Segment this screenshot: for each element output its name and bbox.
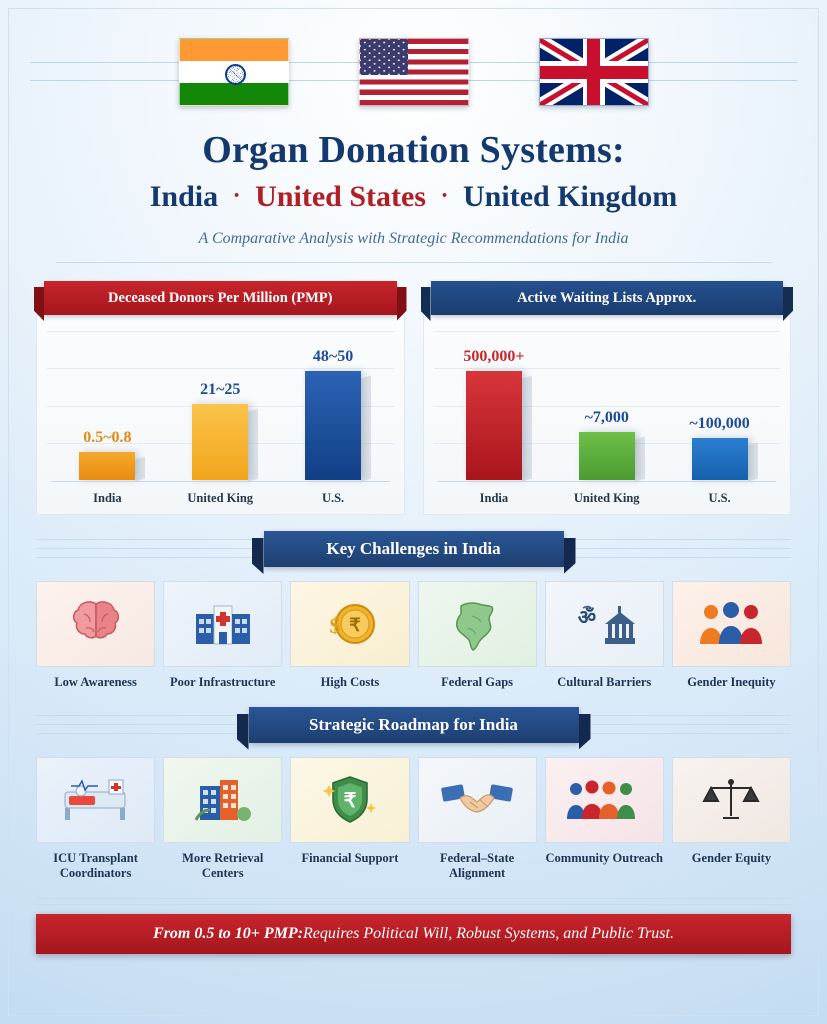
subtitle-india: India	[149, 180, 219, 213]
roadmap-label-community-outreach: Community Outreach	[545, 850, 664, 865]
chart-1-xlabels	[51, 491, 390, 506]
chart-2-bar-rect-uk	[579, 432, 635, 480]
svg-text:ॐ: ॐ	[578, 607, 597, 629]
chart-1-bar-rect-us	[305, 371, 361, 480]
usa-flag-canton	[360, 39, 409, 75]
footer-rest-text: Requires Political Will, Robust Systems, and Public Trust.	[303, 924, 674, 942]
section-strategic-roadmap	[36, 707, 791, 882]
chart-2-bar-rect-india	[466, 371, 522, 480]
building-icon	[163, 757, 282, 843]
svg-text:₹: ₹	[349, 615, 361, 635]
challenge-item-cultural-barriers[interactable]	[545, 581, 664, 691]
icu-bed-icon	[36, 757, 155, 843]
svg-text:$: $	[329, 613, 341, 638]
chart-1-bar-india	[63, 348, 151, 480]
roadmap-item-community-outreach[interactable]	[545, 757, 664, 882]
uk-cross-red-v	[587, 39, 600, 105]
challenge-label-low-awareness: Low Awareness	[54, 675, 137, 689]
subtitle-sep-2: ·	[440, 183, 449, 209]
chart-1-value-india: 0.5~0.8	[83, 429, 132, 446]
tagline: A Comparative Analysis with Strategic Recommendations for India	[198, 230, 629, 247]
uk-flag	[539, 38, 649, 106]
section-key-challenges	[36, 531, 791, 691]
challenges-banner: Key Challenges in India	[264, 531, 564, 567]
roadmap-label-retrieval-centers: More Retrieval Centers	[182, 850, 264, 881]
challenge-item-poor-infrastructure[interactable]	[163, 581, 282, 691]
roadmap-label-financial-support: Financial Support	[301, 850, 399, 865]
charts-row	[36, 281, 791, 515]
roadmap-item-retrieval-centers[interactable]	[163, 757, 282, 882]
chart-2-bars	[438, 348, 777, 480]
scales-icon	[672, 757, 791, 843]
page-subtitle	[12, 180, 815, 214]
chart-1-title: Deceased Donors Per Million (PMP)	[44, 281, 397, 315]
temple-icon	[545, 581, 664, 667]
chart-1-bar-uk	[176, 348, 264, 480]
chart-2-value-india: 500,000+	[463, 348, 525, 365]
chart-1-xlabel-india: India	[93, 491, 122, 505]
challenge-label-high-costs: High Costs	[320, 675, 380, 689]
chart-2-xlabel-uk: United King	[573, 491, 640, 505]
challenge-label-federal-gaps: Federal Gaps	[441, 675, 514, 689]
chart-1-value-us: 48~50	[312, 348, 354, 365]
challenge-item-high-costs[interactable]	[290, 581, 409, 691]
chart-2-xlabel-us: U.S.	[708, 491, 731, 505]
subtitle-sep-1: ·	[232, 183, 241, 209]
roadmap-banner: Strategic Roadmap for India	[249, 707, 579, 743]
hospital-icon	[163, 581, 282, 667]
chart-2-bar-us	[676, 348, 764, 480]
chart-waiting-lists	[423, 281, 792, 515]
chart-2-axis	[438, 481, 777, 482]
rupee-coin-icon	[290, 581, 409, 667]
chart-1-bar-us	[289, 348, 377, 480]
chart-1-xlabel-us: U.S.	[321, 491, 345, 505]
usa-flag	[359, 38, 469, 106]
roadmap-label-gender-equity: Gender Equity	[691, 850, 772, 865]
chart-1-xlabel-uk: United King	[187, 491, 254, 505]
chart-1-plot	[36, 315, 405, 515]
india-flag	[179, 38, 289, 106]
chart-2-value-uk: ~7,000	[584, 409, 629, 426]
subtitle-us: United States	[255, 180, 426, 213]
chart-1-axis	[51, 481, 390, 482]
handshake-icon	[418, 757, 537, 843]
roadmap-item-financial-support[interactable]	[290, 757, 409, 882]
challenge-label-cultural-barriers: Cultural Barriers	[557, 675, 652, 689]
chart-2-bar-uk	[563, 348, 651, 480]
roadmap-label-federal-state-alignment: Federal–State Alignment	[439, 850, 515, 881]
chart-donors-pmp	[36, 281, 405, 515]
svg-text:₹: ₹	[343, 789, 357, 812]
challenge-item-gender-inequity[interactable]	[672, 581, 791, 691]
community-icon	[545, 757, 664, 843]
roadmap-item-gender-equity[interactable]	[672, 757, 791, 882]
roadmap-grid	[36, 757, 791, 882]
chart-2-bar-india	[450, 348, 538, 480]
chart-2-bar-rect-us	[692, 438, 748, 480]
challenge-item-federal-gaps[interactable]	[418, 581, 537, 691]
chart-2-value-us: ~100,000	[689, 415, 750, 432]
chart-2-title: Active Waiting Lists Approx.	[431, 281, 784, 315]
chart-2-xlabels	[438, 491, 777, 506]
challenge-label-poor-infrastructure: Poor Infrastructure	[170, 675, 276, 689]
chart-1-bar-rect-india	[79, 452, 135, 480]
chart-2-plot	[423, 315, 792, 515]
footer-banner	[36, 914, 791, 954]
challenges-grid	[36, 581, 791, 691]
challenge-label-gender-inequity: Gender Inequity	[687, 675, 776, 689]
brain-icon	[36, 581, 155, 667]
chart-2-xlabel-india: India	[479, 491, 509, 505]
footer-bold-text: From 0.5 to 10+ PMP:	[153, 924, 304, 942]
people-group-icon	[672, 581, 791, 667]
chart-1-bar-rect-uk	[192, 404, 248, 480]
challenge-item-low-awareness[interactable]	[36, 581, 155, 691]
tagline-rule	[56, 262, 771, 263]
flags-row	[12, 10, 815, 106]
india-map-icon	[418, 581, 537, 667]
page-title: Organ Donation Systems:	[202, 129, 625, 171]
footer-rules	[36, 898, 791, 908]
chart-1-bars	[51, 348, 390, 480]
roadmap-label-icu-coordinators: ICU Transplant Coordinators	[53, 850, 138, 881]
subtitle-uk: United Kingdom	[463, 180, 678, 213]
roadmap-item-icu-coordinators[interactable]	[36, 757, 155, 882]
chart-1-value-uk: 21~25	[200, 381, 241, 398]
roadmap-item-federal-state-alignment[interactable]	[418, 757, 537, 882]
ashoka-chakra-icon	[225, 64, 246, 85]
rupee-shield-icon	[290, 757, 409, 843]
